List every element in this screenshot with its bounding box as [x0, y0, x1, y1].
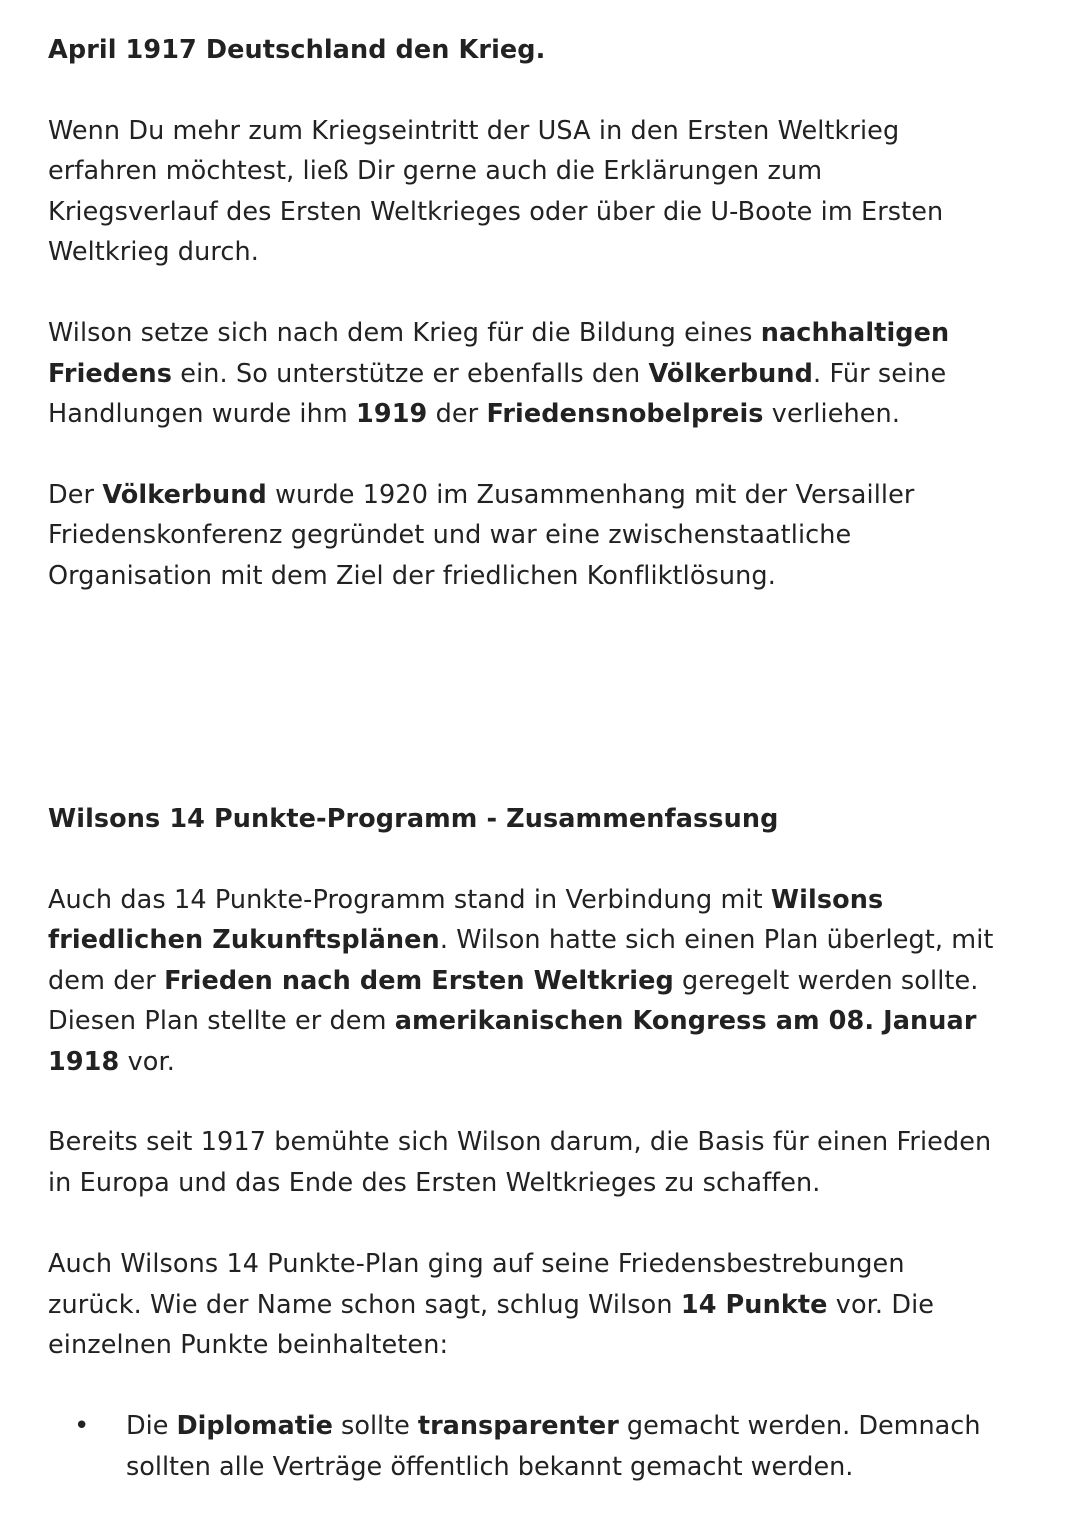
p4-line-2 [48, 920, 994, 960]
bullet-1-line-2: sollten alle Verträge öffentlich bekannt gemacht werden. [126, 1452, 854, 1482]
text: Der [48, 480, 103, 510]
section-heading: Wilsons 14 Punkte-Programm - Zusammenfassung [48, 804, 779, 834]
p2-line-3 [48, 394, 900, 434]
bold-text: friedlichen Zukunftsplänen [48, 925, 440, 955]
p5-line-2: in Europa und das Ende des Ersten Weltkrieges zu schaffen. [48, 1168, 821, 1198]
text: zurück. Wie der Name schon sagt, schlug Wilson [48, 1290, 681, 1320]
bold-text: 1918 [48, 1047, 120, 1077]
text: vor. [119, 1047, 175, 1077]
bold-text: Wilsons [770, 885, 884, 915]
p3-line-2: Friedenskonferenz gegründet und war eine zwischenstaatliche [48, 520, 852, 550]
p5-line-1: Bereits seit 1917 bemühte sich Wilson darum, die Basis für einen Frieden [48, 1127, 992, 1157]
text: . Für seine [813, 359, 947, 389]
p6-line-3: einzelnen Punkte beinhalteten: [48, 1330, 449, 1360]
p3-line-1 [48, 475, 914, 515]
text: ein. So unterstütze er ebenfalls den [172, 359, 649, 389]
bold-text: transparenter [417, 1411, 619, 1441]
text: Auch das 14 Punkte-Programm stand in Verbindung mit [48, 885, 771, 915]
p6-line-1: Auch Wilsons 14 Punkte-Plan ging auf seine Friedensbestrebungen [48, 1249, 905, 1279]
bullet-dot-icon: • [74, 1411, 90, 1441]
text: verliehen. [763, 399, 901, 429]
p1-line-3: Kriegsverlauf des Ersten Weltkrieges oder über die U-Boote im Ersten [48, 197, 944, 227]
text: Wilson setze sich nach dem Krieg für die Bildung eines [48, 318, 761, 348]
bold-text: Völkerbund [102, 480, 267, 510]
bold-text: Frieden nach dem Ersten Weltkrieg [164, 966, 674, 996]
bold-text: nachhaltigen [760, 318, 950, 348]
text: vor. Die [827, 1290, 935, 1320]
text: sollte [332, 1411, 418, 1441]
p2-line-1 [48, 313, 949, 353]
bold-text: Völkerbund [648, 359, 814, 389]
p4-line-1 [48, 880, 883, 920]
p4-line-3 [48, 961, 978, 1001]
bold-text: amerikanischen Kongress am 08. Januar [394, 1006, 977, 1036]
text: der [427, 399, 487, 429]
p1-line-2: erfahren möchtest, ließ Dir gerne auch die Erklärungen zum [48, 156, 823, 186]
heading-top: April 1917 Deutschland den Krieg. [48, 35, 546, 65]
p3-line-3: Organisation mit dem Ziel der friedlichen Konfliktlösung. [48, 561, 776, 591]
text: dem der [48, 966, 165, 996]
bold-text: Friedensnobelpreis [486, 399, 764, 429]
text: . Wilson hatte sich einen Plan überlegt, mit [439, 925, 994, 955]
p4-line-4 [48, 1001, 977, 1041]
text: Die [126, 1411, 177, 1441]
text: wurde 1920 im Zusammenhang mit der Versailler [266, 480, 915, 510]
bullet-1-line-1 [126, 1406, 980, 1446]
p1-line-1: Wenn Du mehr zum Kriegseintritt der USA in den Ersten Weltkrieg [48, 116, 900, 146]
text: gemacht werden. Demnach [618, 1411, 981, 1441]
bold-text: 14 Punkte [680, 1290, 828, 1320]
bold-text: Friedens [48, 359, 173, 389]
text: Handlungen wurde ihm [48, 399, 357, 429]
text: Diesen Plan stellte er dem [48, 1006, 395, 1036]
text: geregelt werden sollte. [673, 966, 979, 996]
p1-line-4: Weltkrieg durch. [48, 237, 259, 267]
p4-line-5 [48, 1042, 175, 1082]
bold-text: 1919 [356, 399, 428, 429]
p2-line-2 [48, 354, 946, 394]
p6-line-2 [48, 1285, 934, 1325]
bold-text: Diplomatie [176, 1411, 333, 1441]
